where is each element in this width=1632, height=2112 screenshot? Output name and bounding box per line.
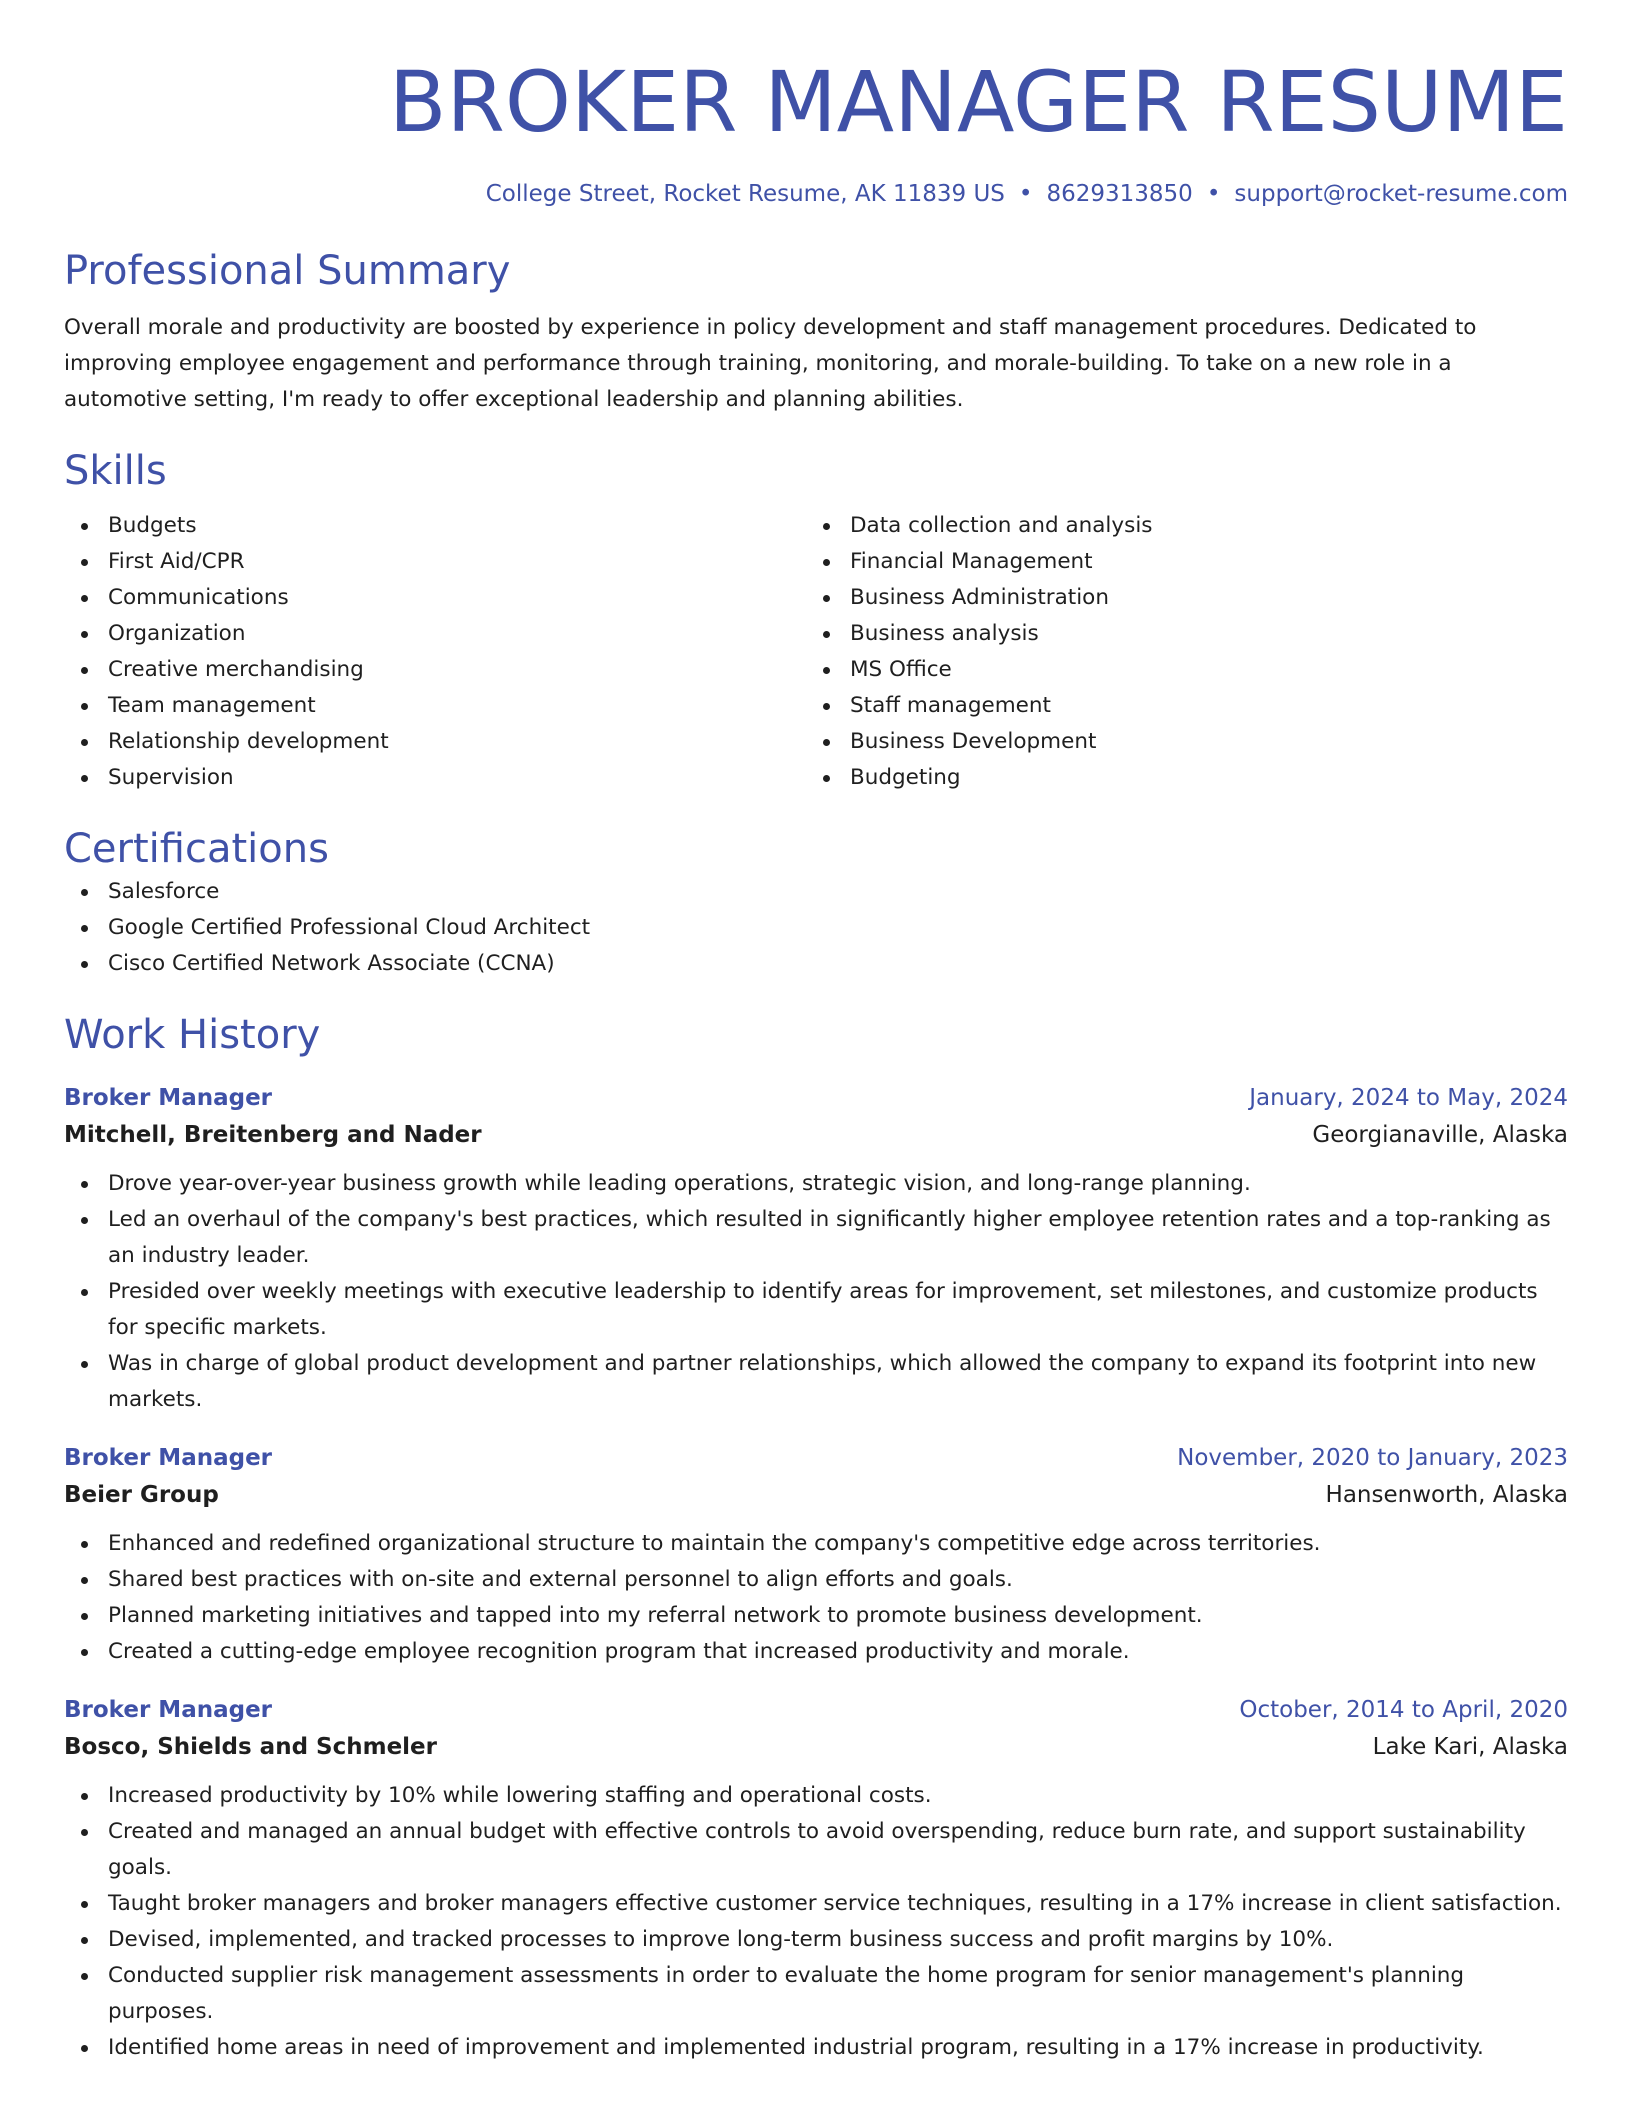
job-company: Beier Group	[64, 1482, 219, 1508]
job-entry	[64, 1080, 1568, 1418]
skill-item: Organization	[108, 616, 806, 652]
job-title: Broker Manager	[64, 1445, 273, 1471]
job-bullet: Taught broker managers and broker managers effective customer service techniques, resulting in a 17% increase in client satisfaction.	[108, 1886, 1568, 1922]
job-bullet: Created a cutting-edge employee recognition program that increased productivity and morale.	[108, 1634, 1568, 1670]
certifications-heading: Certifications	[64, 826, 329, 872]
skills-column-right	[806, 508, 1548, 796]
job-location: Lake Kari, Alaska	[1372, 1734, 1568, 1760]
job-title-row	[64, 1440, 1568, 1476]
job-bullet: Planned marketing initiatives and tapped into my referral network to promote business development.	[108, 1598, 1568, 1634]
job-company-row	[64, 1116, 1568, 1154]
skill-item: Budgeting	[850, 760, 1548, 796]
certification-item: Salesforce	[108, 874, 1568, 910]
certification-item: Google Certified Professional Cloud Architect	[108, 910, 1568, 946]
job-location: Georgianaville, Alaska	[1312, 1122, 1568, 1148]
certification-item: Cisco Certified Network Associate (CCNA)	[108, 946, 1568, 982]
resume-page	[64, 0, 1568, 2066]
job-company: Mitchell, Breitenberg and Nader	[64, 1122, 482, 1148]
job-bullets	[64, 1778, 1568, 2066]
resume-header	[64, 0, 1568, 210]
skill-item: MS Office	[850, 652, 1548, 688]
job-dates: November, 2020 to January, 2023	[1177, 1445, 1568, 1471]
job-company-row	[64, 1728, 1568, 1766]
job-bullet: Led an overhaul of the company's best practices, which resulted in significantly higher employee retention rates and a top-ranking as an industry leader.	[108, 1202, 1568, 1274]
job-bullets	[64, 1526, 1568, 1670]
job-bullet: Presided over weekly meetings with executive leadership to identify areas for improvement, set milestones, and customize products for specific markets.	[108, 1274, 1568, 1346]
skill-item: Staff management	[850, 688, 1548, 724]
skills-list-left	[64, 508, 806, 796]
contact-address: College Street, Rocket Resume, AK 11839 US	[485, 181, 1005, 207]
contact-phone: 8629313850	[1046, 181, 1193, 207]
skills-column-left	[64, 508, 806, 796]
job-title: Broker Manager	[64, 1085, 273, 1111]
job-title-row	[64, 1080, 1568, 1116]
job-bullet: Was in charge of global product development and partner relationships, which allowed the company to expand its footprint into new markets.	[108, 1346, 1568, 1418]
skill-item: First Aid/CPR	[108, 544, 806, 580]
job-dates: January, 2024 to May, 2024	[1249, 1085, 1568, 1111]
skill-item: Communications	[108, 580, 806, 616]
skill-item: Financial Management	[850, 544, 1548, 580]
certifications-list	[64, 874, 1568, 982]
job-bullet: Identified home areas in need of improvement and implemented industrial program, resulting in a 17% increase in productivity.	[108, 2030, 1568, 2066]
skill-item: Business analysis	[850, 616, 1548, 652]
skill-item: Budgets	[108, 508, 806, 544]
job-bullet: Enhanced and redefined organizational structure to maintain the company's competitive edge across territories.	[108, 1526, 1568, 1562]
job-bullet: Devised, implemented, and tracked processes to improve long-term business success and profit margins by 10%.	[108, 1922, 1568, 1958]
job-company: Bosco, Shields and Schmeler	[64, 1734, 437, 1760]
skill-item: Team management	[108, 688, 806, 724]
skills-grid	[64, 508, 1568, 796]
skill-item: Creative merchandising	[108, 652, 806, 688]
skill-item: Data collection and analysis	[850, 508, 1548, 544]
job-bullet: Drove year-over-year business growth while leading operations, strategic vision, and long-range planning.	[108, 1166, 1568, 1202]
job-bullet: Shared best practices with on-site and external personnel to align efforts and goals.	[108, 1562, 1568, 1598]
job-entry	[64, 1692, 1568, 2066]
skill-item: Business Administration	[850, 580, 1548, 616]
skill-item: Supervision	[108, 760, 806, 796]
skill-item: Relationship development	[108, 724, 806, 760]
summary-text: Overall morale and productivity are boosted by experience in policy development and staff management procedures. Dedicated to improving employee engagement and performance through training, monitoring, and morale-building. To take on a new role in a automotive setting, I'm ready to offer exceptional leadership and planning abilities.	[64, 315, 1477, 412]
summary-heading: Professional Summary	[64, 248, 511, 294]
job-title-row	[64, 1692, 1568, 1728]
skills-list-right	[806, 508, 1548, 796]
contact-separator: •	[1018, 181, 1033, 207]
job-dates: October, 2014 to April, 2020	[1239, 1697, 1568, 1723]
job-bullet: Increased productivity by 10% while lowering staffing and operational costs.	[108, 1778, 1568, 1814]
job-title: Broker Manager	[64, 1697, 273, 1723]
contact-separator: •	[1206, 181, 1221, 207]
job-company-row	[64, 1476, 1568, 1514]
contact-line	[64, 178, 1568, 210]
work-history-heading: Work History	[64, 1012, 321, 1058]
job-bullet: Conducted supplier risk management assessments in order to evaluate the home program for senior management's planning purposes.	[108, 1958, 1568, 2030]
contact-email: support@rocket-resume.com	[1234, 181, 1568, 207]
job-bullet: Created and managed an annual budget with effective controls to avoid overspending, reduce burn rate, and support sustainability goals.	[108, 1814, 1568, 1886]
job-entry	[64, 1440, 1568, 1670]
job-bullets	[64, 1166, 1568, 1418]
resume-name: BROKER MANAGER RESUME	[388, 53, 1568, 151]
skills-heading: Skills	[64, 448, 167, 494]
job-location: Hansenworth, Alaska	[1325, 1482, 1568, 1508]
skill-item: Business Development	[850, 724, 1548, 760]
